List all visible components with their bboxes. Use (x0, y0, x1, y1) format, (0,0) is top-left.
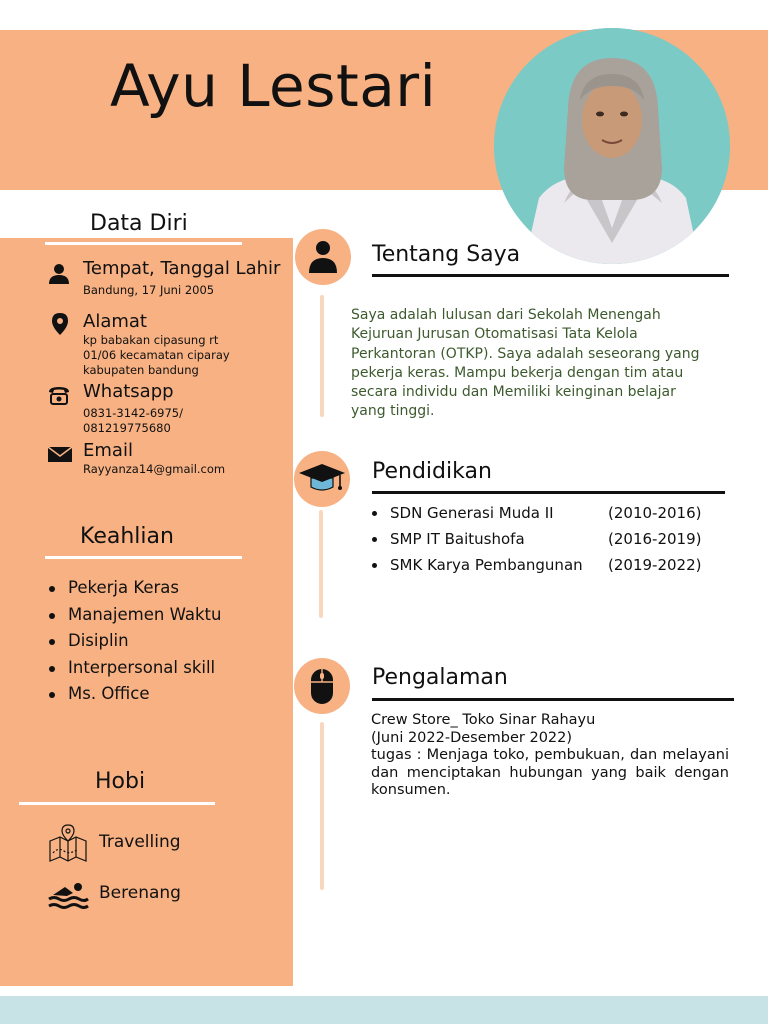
list-item (372, 552, 712, 578)
pengalaman-heading: Pengalaman (372, 665, 508, 690)
keahlian-list (46, 575, 221, 708)
bottom-band (0, 996, 768, 1024)
whatsapp-value: 0831-3142-6975/ 081219775680 (83, 406, 183, 435)
experience-period: (Juni 2022-Desember 2022) (371, 729, 573, 746)
resume-name: Ayu Lestari (110, 52, 437, 120)
keahlian-heading: Keahlian (80, 524, 174, 549)
tentang-saya-heading: Tentang Saya (372, 242, 521, 267)
pendidikan-badge (294, 451, 350, 507)
experience-task: tugas : Menjaga toko, pembukuan, dan melayani dan menciptakan hubungan yang baik dengan konsumen. (371, 747, 729, 798)
envelope-icon (47, 442, 71, 466)
list-item: Manajemen Waktu (46, 602, 221, 629)
data-diri-heading: Data Diri (90, 211, 188, 236)
pengalaman-text (371, 712, 729, 800)
keahlian-rule (45, 556, 242, 559)
list-item: Pekerja Keras (46, 575, 221, 602)
email-value: Rayyanza14@gmail.com (83, 462, 226, 476)
tentang-saya-rule (372, 274, 729, 277)
pendidikan-heading: Pendidikan (372, 459, 492, 484)
school-years: (2010-2016) (608, 504, 702, 522)
pendidikan-rule (372, 491, 725, 494)
map-icon (48, 823, 88, 863)
address-value: kp babakan cipasung rt 01/06 kecamatan ciparay kabupaten bandung (83, 333, 230, 377)
timeline-line (320, 295, 324, 417)
list-item (372, 526, 712, 552)
pendidikan-list (372, 500, 712, 578)
whatsapp-label: Whatsapp (83, 381, 174, 402)
pengalaman-badge (294, 658, 350, 714)
hobi-heading: Hobi (95, 769, 146, 794)
school-name: SDN Generasi Muda II (390, 504, 554, 522)
address-label: Alamat (83, 311, 147, 332)
school-years: (2019-2022) (608, 556, 702, 574)
person-icon (47, 262, 71, 286)
location-pin-icon (48, 312, 72, 336)
hobi-rule (19, 802, 215, 805)
email-label: Email (83, 440, 133, 461)
list-item: Ms. Office (46, 681, 221, 708)
top-strip (0, 0, 768, 30)
person-icon (295, 229, 351, 285)
timeline-line (320, 722, 324, 890)
tentang-saya-text: Saya adalah lulusan dari Sekolah Menengah Kejuruan Jurusan Otomatisasi Tata Kelola Perkantoran (OTKP). Saya adalah seseorang yang pekerja keras. Mampu bekerja dengan tim atau secara individu dan Memiliki keinginan belajar yang tinggi. (351, 307, 700, 420)
school-years: (2016-2019) (608, 530, 702, 548)
experience-position: Crew Store_ Toko Sinar Rahayu (371, 712, 596, 728)
list-item (372, 500, 712, 526)
profile-photo (494, 28, 730, 264)
data-diri-rule (45, 242, 242, 245)
birth-value: Bandung, 17 Juni 2005 (83, 283, 215, 297)
hobi-travelling: Travelling (99, 832, 181, 852)
school-name: SMK Karya Pembangunan (390, 556, 583, 574)
school-name: SMP IT Baitushofa (390, 530, 525, 548)
mouse-icon (294, 658, 350, 714)
list-item: Interpersonal skill (46, 655, 221, 682)
hobi-berenang: Berenang (99, 883, 181, 903)
timeline-line (319, 510, 323, 618)
tentang-saya-badge (295, 229, 351, 285)
pengalaman-rule (372, 698, 734, 701)
telephone-icon (47, 383, 71, 407)
swimmer-icon (47, 879, 89, 909)
birth-label: Tempat, Tanggal Lahir (83, 258, 281, 279)
graduation-cap-icon (294, 451, 350, 507)
list-item: Disiplin (46, 628, 221, 655)
